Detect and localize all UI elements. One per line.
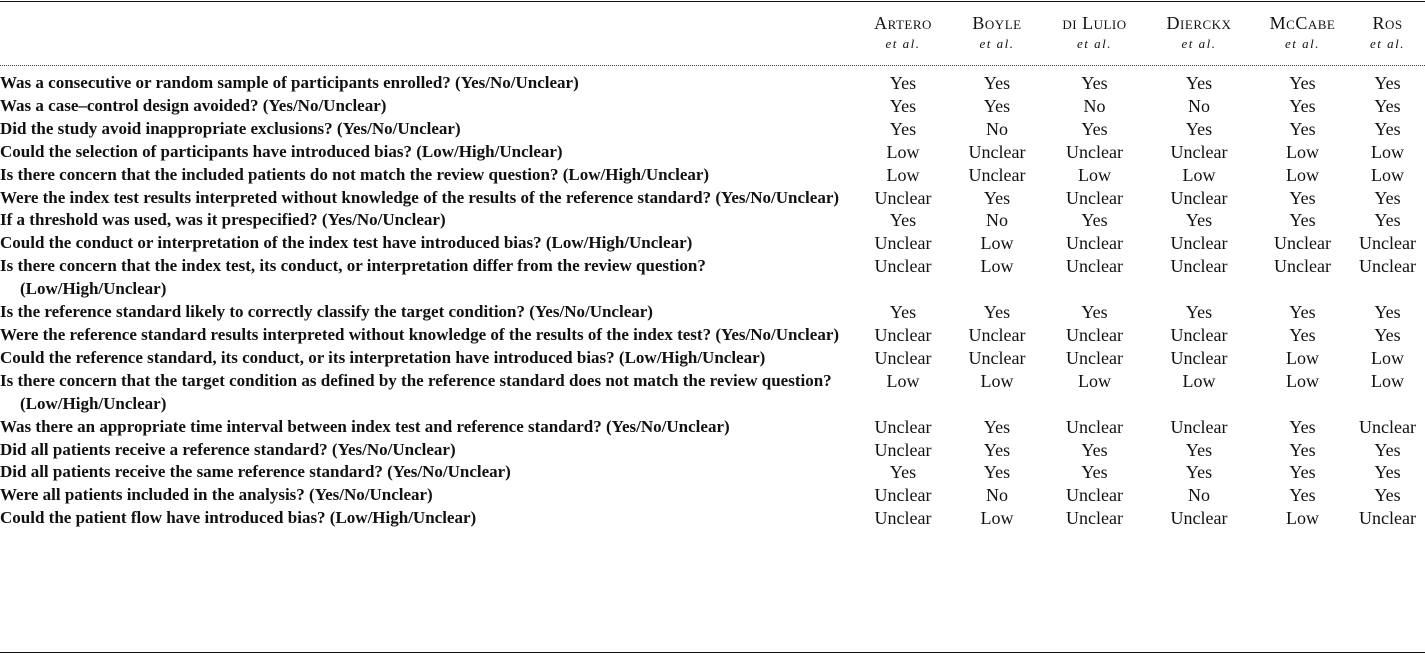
table-row bbox=[0, 118, 1425, 141]
question-cell: Is there concern that the index test, its conduct, or interpretation differ from the review question? (Low/High/Unclear) bbox=[0, 256, 706, 299]
rating-cell: Low bbox=[1371, 164, 1404, 185]
rating-cell: Unclear bbox=[1359, 256, 1416, 277]
rating-cell: Yes bbox=[983, 187, 1011, 208]
rating-cell: Unclear bbox=[1066, 485, 1123, 506]
rating-cell: Unclear bbox=[1170, 416, 1228, 437]
rating-cell: Unclear bbox=[1170, 233, 1228, 254]
rating-cell: Yes bbox=[1289, 324, 1316, 345]
question-cell: Was there an appropriate time interval between index test and reference standard? (Yes/No/Unclear) bbox=[0, 416, 730, 436]
rating-cell: Low bbox=[1286, 508, 1319, 529]
rating-cell: Yes bbox=[1374, 210, 1401, 231]
rating-cell: Unclear bbox=[874, 485, 932, 506]
rating-cell: Yes bbox=[889, 95, 917, 116]
rating-cell: Yes bbox=[1289, 210, 1316, 231]
rating-cell: Yes bbox=[1185, 118, 1213, 139]
table-row bbox=[0, 484, 1425, 507]
question-cell: If a threshold was used, was it prespecified? (Yes/No/Unclear) bbox=[0, 210, 446, 230]
table-row bbox=[0, 461, 1425, 484]
study-etal: et al. bbox=[1077, 36, 1112, 51]
rating-cell: Yes bbox=[1185, 302, 1213, 323]
rating-cell: Unclear bbox=[968, 164, 1026, 185]
rating-cell: No bbox=[1188, 485, 1210, 506]
rating-cell: Unclear bbox=[1066, 324, 1123, 345]
rating-cell: Low bbox=[886, 370, 920, 391]
question-cell: Did all patients receive the same reference standard? (Yes/No/Unclear) bbox=[0, 462, 511, 482]
rating-cell: Yes bbox=[983, 73, 1011, 93]
study-column-header bbox=[948, 8, 1046, 66]
table-row bbox=[0, 164, 1425, 187]
rating-cell: Yes bbox=[983, 439, 1011, 460]
rating-cell: No bbox=[986, 485, 1008, 506]
rating-cell: Low bbox=[1286, 347, 1319, 368]
study-etal: et al. bbox=[1181, 36, 1217, 51]
question-cell: Were the reference standard results interpreted without knowledge of the results of the index test? (Yes/No/Unclear) bbox=[0, 324, 840, 344]
rating-cell: Unclear bbox=[1359, 416, 1416, 437]
rating-cell: Unclear bbox=[968, 141, 1026, 162]
rating-cell: Yes bbox=[1081, 73, 1108, 93]
rating-cell: Yes bbox=[1374, 485, 1401, 506]
question-cell: Could the selection of participants have introduced bias? (Low/High/Unclear) bbox=[0, 141, 563, 161]
rating-cell: Unclear bbox=[874, 233, 932, 254]
rating-cell: Unclear bbox=[1066, 141, 1123, 162]
rating-cell: Low bbox=[1182, 370, 1216, 391]
rating-cell: Unclear bbox=[968, 324, 1026, 345]
rating-cell: Unclear bbox=[1274, 233, 1331, 254]
rating-cell: No bbox=[986, 210, 1008, 231]
rating-cell: No bbox=[1083, 95, 1106, 116]
study-author: Boyle bbox=[972, 13, 1022, 33]
study-column-header bbox=[858, 8, 948, 66]
study-author: Ros bbox=[1372, 13, 1403, 33]
study-column-header bbox=[1350, 8, 1425, 66]
rating-cell: Unclear bbox=[874, 508, 932, 529]
table-row bbox=[0, 439, 1425, 462]
study-column-header bbox=[1255, 8, 1350, 66]
rating-cell: Unclear bbox=[1170, 508, 1228, 529]
rating-cell: Unclear bbox=[1359, 508, 1416, 529]
table-row bbox=[0, 187, 1425, 210]
question-cell: Did the study avoid inappropriate exclusions? (Yes/No/Unclear) bbox=[0, 118, 461, 138]
table-bottom-rule bbox=[0, 652, 1425, 653]
rating-cell: Yes bbox=[1374, 118, 1401, 139]
table-row bbox=[0, 209, 1425, 232]
table-top-rule bbox=[0, 1, 1425, 2]
rating-cell: Yes bbox=[1185, 439, 1213, 460]
question-column-header bbox=[0, 8, 858, 66]
study-author: Dierckx bbox=[1166, 13, 1232, 33]
rating-cell: Yes bbox=[1374, 187, 1401, 208]
rating-cell: Unclear bbox=[874, 187, 932, 208]
rating-cell: Unclear bbox=[968, 347, 1026, 368]
table-row bbox=[0, 324, 1425, 347]
rating-cell: Low bbox=[980, 370, 1014, 391]
rating-cell: Yes bbox=[889, 302, 917, 323]
rating-cell: Unclear bbox=[1066, 416, 1123, 437]
rating-cell: Low bbox=[980, 233, 1014, 254]
table-row bbox=[0, 301, 1425, 324]
rating-cell: Yes bbox=[889, 73, 917, 93]
question-cell: Is the reference standard likely to correctly classify the target condition? (Yes/No/Unclear) bbox=[0, 302, 653, 322]
rating-cell: Yes bbox=[1185, 462, 1213, 483]
rating-cell: Yes bbox=[1374, 302, 1401, 323]
rating-cell: Yes bbox=[1081, 210, 1108, 231]
rating-cell: Unclear bbox=[1066, 256, 1123, 277]
rating-cell: Yes bbox=[1289, 73, 1316, 93]
study-etal: et al. bbox=[1370, 36, 1405, 51]
header-row bbox=[0, 8, 1425, 66]
rating-cell: Yes bbox=[1289, 439, 1316, 460]
table-row bbox=[0, 347, 1425, 370]
rating-cell: Yes bbox=[1374, 439, 1401, 460]
table-body bbox=[0, 66, 1425, 530]
rating-cell: Yes bbox=[1081, 302, 1108, 323]
rating-cell: Unclear bbox=[1066, 233, 1123, 254]
rating-cell: Unclear bbox=[1066, 347, 1123, 368]
rating-cell: Low bbox=[1286, 370, 1319, 391]
rating-cell: Unclear bbox=[874, 256, 932, 277]
table-row bbox=[0, 141, 1425, 164]
rating-cell: Yes bbox=[1185, 73, 1213, 93]
question-cell: Was a case–control design avoided? (Yes/No/Unclear) bbox=[0, 95, 387, 115]
rating-cell: Yes bbox=[1081, 462, 1108, 483]
rating-cell: Low bbox=[1286, 141, 1319, 162]
rating-cell: Unclear bbox=[874, 347, 932, 368]
rating-cell: Yes bbox=[1374, 73, 1401, 93]
rating-cell: Yes bbox=[889, 118, 917, 139]
rating-cell: Yes bbox=[1289, 95, 1316, 116]
rating-cell: Yes bbox=[1081, 439, 1108, 460]
rating-cell: Yes bbox=[1289, 302, 1316, 323]
rating-cell: Low bbox=[1078, 164, 1111, 185]
table-row bbox=[0, 232, 1425, 255]
quality-assessment-table bbox=[0, 8, 1425, 530]
rating-cell: Unclear bbox=[874, 324, 932, 345]
table-row bbox=[0, 507, 1425, 530]
rating-cell: Yes bbox=[983, 416, 1011, 437]
rating-cell: Unclear bbox=[1170, 324, 1228, 345]
rating-cell: Low bbox=[1078, 370, 1111, 391]
rating-cell: Unclear bbox=[1359, 233, 1416, 254]
study-etal: et al. bbox=[979, 36, 1015, 51]
study-etal: et al. bbox=[1285, 36, 1320, 51]
question-cell: Is there concern that the included patients do not match the review question? (Low/High/Unclear) bbox=[0, 164, 710, 184]
study-author: McCabe bbox=[1269, 13, 1336, 33]
rating-cell: Yes bbox=[983, 462, 1011, 483]
rating-cell: Yes bbox=[983, 95, 1011, 116]
rating-cell: Unclear bbox=[1274, 256, 1331, 277]
table-header bbox=[0, 8, 1425, 66]
study-etal: et al. bbox=[885, 36, 921, 51]
rating-cell: Yes bbox=[1081, 118, 1108, 139]
rating-cell: Yes bbox=[1289, 485, 1316, 506]
question-cell: Were all patients included in the analysis? (Yes/No/Unclear) bbox=[0, 485, 433, 505]
table-row bbox=[0, 416, 1425, 439]
study-column-header bbox=[1143, 8, 1255, 66]
rating-cell: Yes bbox=[889, 210, 917, 231]
rating-cell: Unclear bbox=[874, 439, 932, 460]
rating-cell: Yes bbox=[1185, 210, 1213, 231]
rating-cell: Low bbox=[1371, 370, 1404, 391]
rating-cell: Unclear bbox=[1170, 141, 1228, 162]
rating-cell: Yes bbox=[1374, 462, 1401, 483]
rating-cell: Unclear bbox=[1066, 508, 1123, 529]
rating-cell: Unclear bbox=[1170, 256, 1228, 277]
rating-cell: Unclear bbox=[1170, 347, 1228, 368]
table-row bbox=[0, 66, 1425, 95]
rating-cell: Yes bbox=[1374, 95, 1401, 116]
rating-cell: Low bbox=[886, 141, 920, 162]
rating-cell: Low bbox=[1371, 347, 1404, 368]
rating-cell: Yes bbox=[1289, 416, 1316, 437]
rating-cell: No bbox=[986, 118, 1008, 139]
rating-cell: Yes bbox=[983, 302, 1011, 323]
rating-cell: Yes bbox=[1289, 187, 1316, 208]
rating-cell: Unclear bbox=[874, 416, 932, 437]
rating-cell: Yes bbox=[1289, 118, 1316, 139]
study-author: Artero bbox=[874, 13, 932, 33]
question-cell: Could the reference standard, its conduct, or its interpretation have introduced bias? (Low/High/Unclear) bbox=[0, 347, 766, 367]
question-cell: Did all patients receive a reference standard? (Yes/No/Unclear) bbox=[0, 439, 456, 459]
study-column-header bbox=[1046, 8, 1143, 66]
rating-cell: Low bbox=[886, 164, 920, 185]
rating-cell: Yes bbox=[1289, 462, 1316, 483]
rating-cell: Unclear bbox=[1170, 187, 1228, 208]
study-author: di Lulio bbox=[1062, 13, 1127, 33]
rating-cell: Unclear bbox=[1066, 187, 1123, 208]
table-row bbox=[0, 255, 1425, 301]
table-row bbox=[0, 370, 1425, 416]
question-cell: Could the conduct or interpretation of the index test have introduced bias? (Low/High/Unclear) bbox=[0, 233, 693, 253]
question-cell: Were the index test results interpreted without knowledge of the results of the reference standard? (Yes/No/Unclear) bbox=[0, 187, 840, 207]
question-cell: Could the patient flow have introduced bias? (Low/High/Unclear) bbox=[0, 508, 477, 528]
rating-cell: Yes bbox=[1374, 324, 1401, 345]
question-cell: Is there concern that the target condition as defined by the reference standard does not match the review question? (Low/High/Unclear) bbox=[0, 370, 832, 413]
rating-cell: Low bbox=[1371, 141, 1404, 162]
rating-cell: Yes bbox=[889, 462, 917, 483]
rating-cell: Low bbox=[1286, 164, 1319, 185]
table-row bbox=[0, 95, 1425, 118]
rating-cell: Low bbox=[1182, 164, 1216, 185]
rating-cell: No bbox=[1188, 95, 1210, 116]
rating-cell: Low bbox=[980, 508, 1014, 529]
rating-cell: Low bbox=[980, 256, 1014, 277]
question-cell: Was a consecutive or random sample of participants enrolled? (Yes/No/Unclear) bbox=[0, 73, 579, 92]
